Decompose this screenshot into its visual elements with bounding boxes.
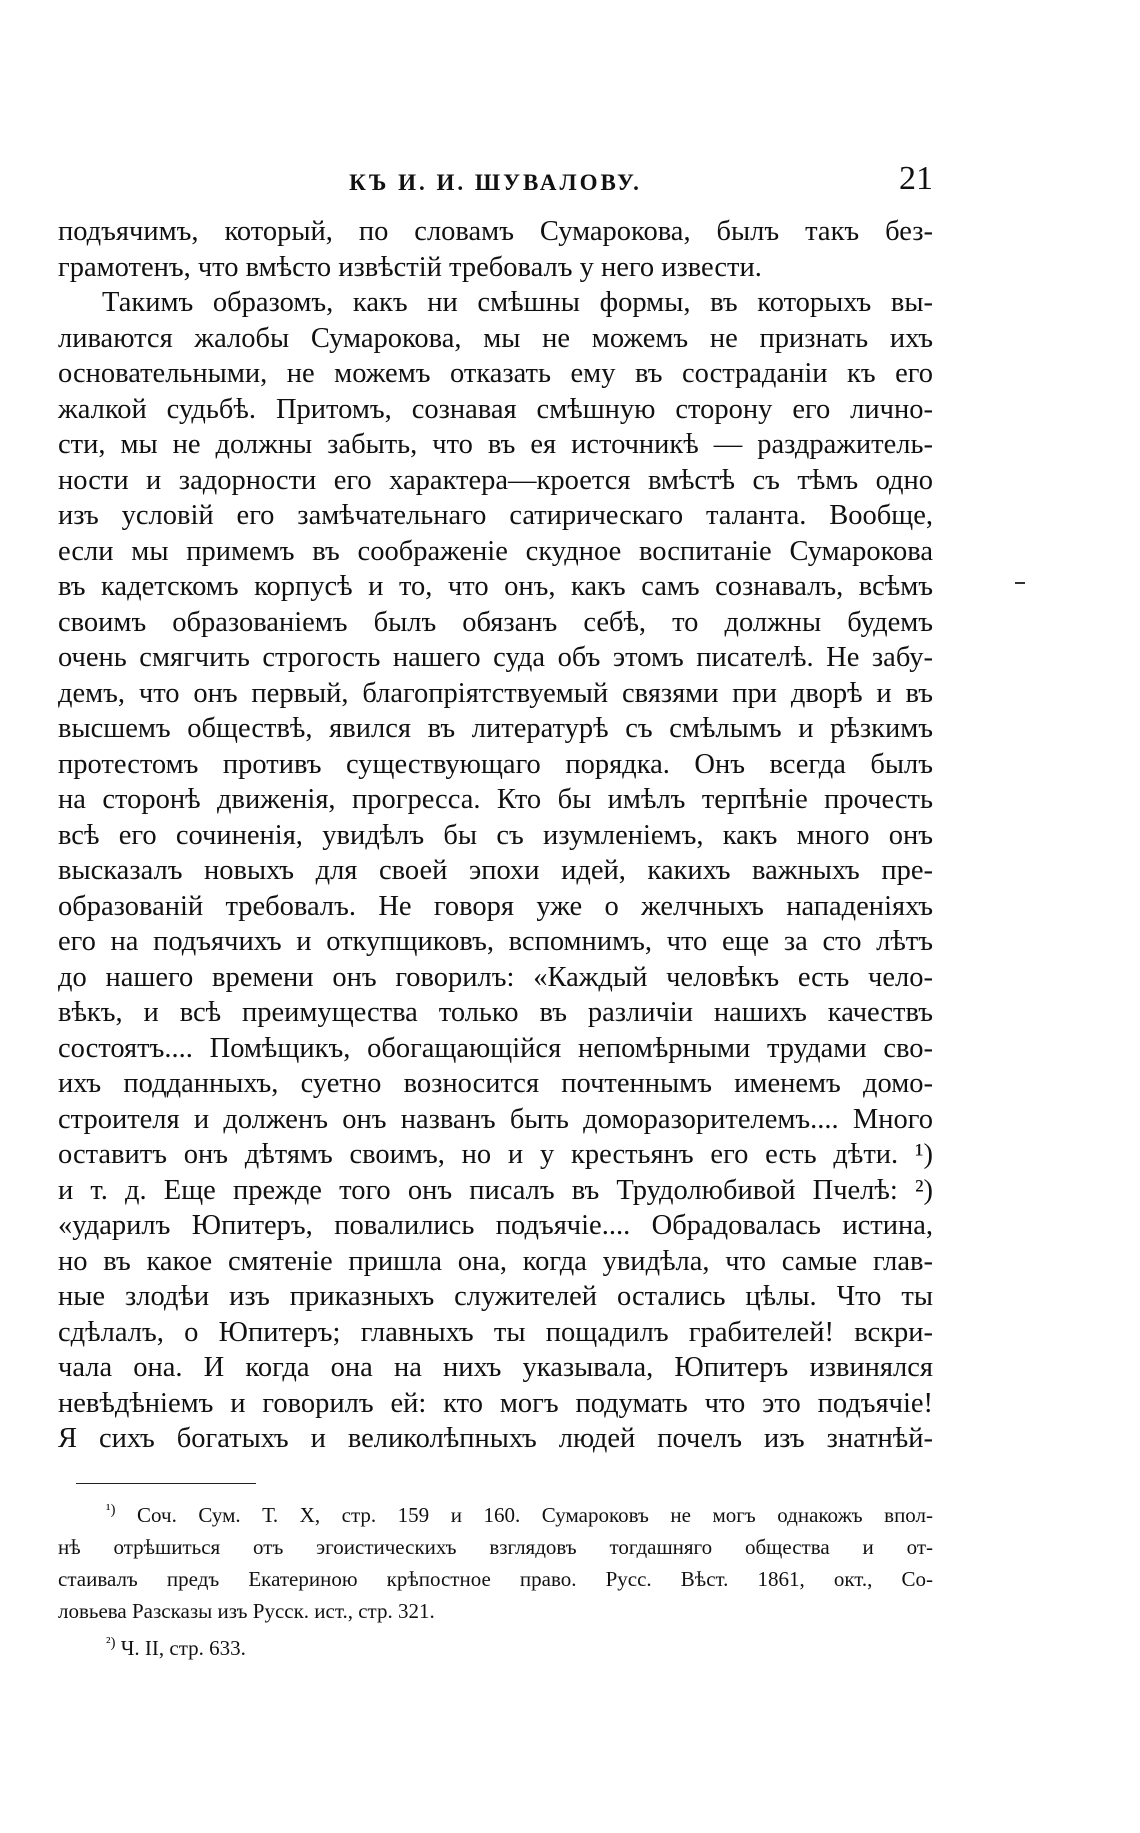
text-line: всѣ его сочиненія, увидѣлъ бы съ изумленіемъ, какъ много онъ — [58, 819, 933, 851]
text-line: сти, мы не должны забыть, что въ ея источникѣ — раздражитель- — [58, 429, 933, 460]
text-line: своимъ образованіемъ былъ обязанъ себѣ, то должны будемъ — [58, 606, 933, 638]
footnote-2-marker: ²) — [106, 1634, 116, 1651]
footnote-2-text: Ч. II, стр. 633. — [120, 1635, 246, 1660]
text-line: основательными, не можемъ отказать ему въ состраданіи къ его — [58, 358, 933, 389]
text-line: въ кадетскомъ корпусѣ и то, что онъ, какъ самъ сознавалъ, всѣмъ — [58, 571, 933, 602]
footnote-1-line: ловьева Разсказы изъ Русск. ист., стр. 321. — [58, 1598, 435, 1623]
footnote-1-line: нѣ отрѣшиться отъ эгоистическихъ взглядовъ тогдашняго общества и от- — [58, 1534, 933, 1559]
text-line: ливаются жалобы Сумарокова, мы не можемъ не признать ихъ — [58, 322, 933, 354]
margin-mark — [1015, 582, 1025, 584]
book-page — [58, 160, 933, 1664]
text-line: сдѣлалъ, о Юпитеръ; главныхъ ты пощадилъ грабителей! вскри- — [58, 1316, 933, 1348]
text-line: Такимъ образомъ, какъ ни смѣшны формы, въ которыхъ вы- — [102, 287, 933, 318]
footnotes — [58, 1494, 933, 1664]
paragraph-continuation — [58, 214, 933, 285]
footnote-rule — [76, 1483, 256, 1484]
text-line: демъ, что онъ первый, благопріятствуемый связями при дворѣ и въ — [58, 677, 933, 709]
text-line: образованій требовалъ. Не говоря уже о желчныхъ нападеніяхъ — [58, 890, 933, 922]
text-line: до нашего времени онъ говорилъ: «Каждый человѣкъ есть чело- — [58, 961, 933, 993]
running-head — [58, 160, 933, 200]
text-line: высшемъ обществѣ, явился въ литературѣ съ смѣлымъ и рѣзкимъ — [58, 713, 933, 744]
text-line: ности и задорности его характера—кроется вмѣстѣ съ тѣмъ одно — [58, 464, 933, 496]
text-line: вѣкъ, и всѣ преимущества только въ различіи нашихъ качествъ — [58, 997, 933, 1028]
text-line: ные злодѣи изъ приказныхъ служителей остались цѣлы. Что ты — [58, 1281, 933, 1312]
text-line: если мы примемъ въ соображеніе скудное воспитаніе Сумарокова — [58, 535, 933, 567]
text-line: строителя и долженъ онъ названъ быть доморазорителемъ.... Много — [58, 1103, 933, 1135]
text-line: и т. д. Еще прежде того онъ писалъ въ Трудолюбивой Пчелѣ: ²) — [58, 1174, 933, 1206]
text-line: грамотенъ, что вмѣсто извѣстій требовалъ у него извести. — [58, 251, 762, 283]
text-line: чала она. И когда она на нихъ указывала, Юпитеръ извинялся — [58, 1352, 933, 1383]
text-line: протестомъ противъ существующаго порядка. Онъ всегда былъ — [58, 748, 933, 780]
running-title: КЪ И. И. ШУВАЛОВУ. — [349, 170, 642, 195]
text-line: «ударилъ Юпитеръ, повалились подъячіе.... Обрадовалась истина, — [58, 1210, 933, 1241]
text-line: состоятъ.... Помѣщикъ, обогащающійся непомѣрными трудами сво- — [58, 1032, 933, 1064]
text-line: невѣдѣніемъ и говорилъ ей: кто могъ подумать что это подъячіе! — [58, 1387, 933, 1419]
footnote-1-line: стаивалъ предъ Екатериною крѣпостное право. Русс. Вѣст. 1861, окт., Со- — [58, 1566, 933, 1591]
text-line: оставитъ онъ дѣтямъ своимъ, но и у крестьянъ его есть дѣти. ¹) — [58, 1139, 933, 1170]
footnote-1-marker: ¹) — [106, 1501, 116, 1518]
text-line: его на подъячихъ и откупщиковъ, вспомнимъ, что еще за сто лѣтъ — [58, 926, 933, 957]
text-line: жалкой судьбѣ. Притомъ, сознавая смѣшную сторону его лично- — [58, 393, 933, 425]
text-line: подъячимъ, который, по словамъ Сумарокова, былъ такъ без- — [58, 216, 933, 247]
footnote-1-line — [58, 1494, 933, 1531]
footnote-2-line — [58, 1627, 933, 1664]
text-line: Я сихъ богатыхъ и великолѣпныхъ людей почелъ изъ знатнѣй- — [58, 1423, 933, 1454]
text-line: очень смягчить строгость нашего суда объ этомъ писателѣ. Не забу- — [58, 642, 933, 673]
text-line: но въ какое смятеніе пришла она, когда увидѣла, что самые глав- — [58, 1245, 933, 1277]
text-line: ихъ подданныхъ, суетно возносится почтеннымъ именемъ домо- — [58, 1068, 933, 1099]
page-number: 21 — [899, 160, 933, 197]
paragraph-main — [58, 285, 933, 1457]
footnote-1-text: Соч. Сум. Т. X, стр. 159 и 160. Сумароковъ не могъ однакожъ впол- — [137, 1502, 934, 1527]
text-line: изъ условій его замѣчательнаго сатирическаго таланта. Вообще, — [58, 500, 933, 531]
text-line: на сторонѣ движенія, прогресса. Кто бы имѣлъ терпѣніе прочесть — [58, 784, 933, 815]
text-line: высказалъ новыхъ для своей эпохи идей, какихъ важныхъ пре- — [58, 855, 933, 886]
